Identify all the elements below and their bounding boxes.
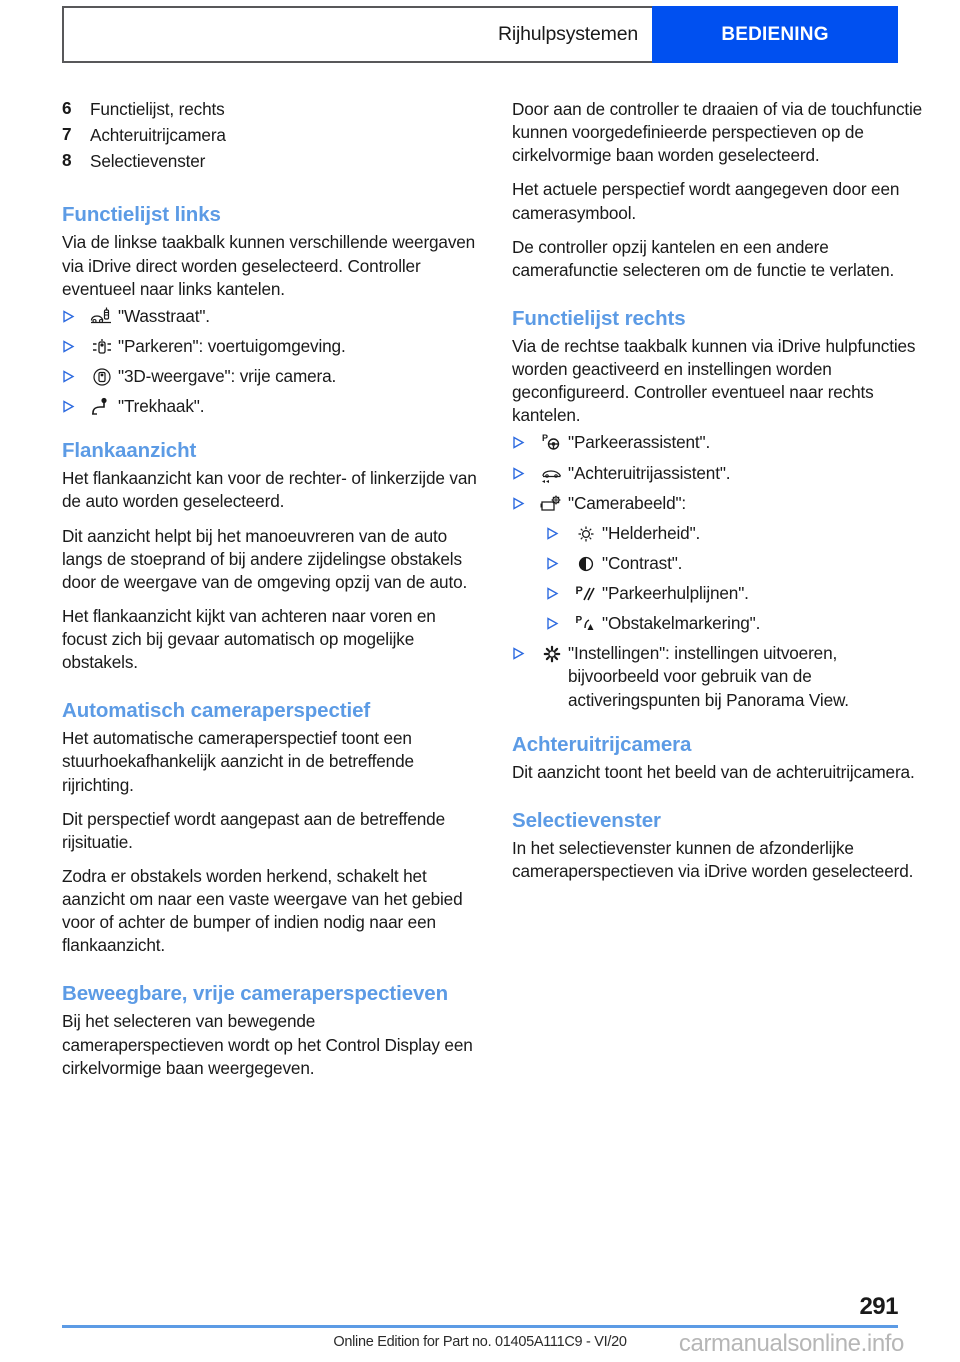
triangle-bullet-icon <box>512 462 536 480</box>
section-heading-flankaanzicht: Flankaanzicht <box>62 439 197 463</box>
section-heading-automatisch-cameraperspectief: Automatisch cameraperspectief <box>62 699 371 723</box>
header-chapter-title: Rijhulpsystemen <box>497 23 638 45</box>
watermark-text: carmanualsonline.info <box>678 1330 904 1357</box>
page-header <box>62 6 898 63</box>
paragraph: Het flankaanzicht kan voor de rechter- of linkerzijde van de auto worden geselecteerd. <box>62 468 477 512</box>
triangle-bullet-icon <box>546 522 570 540</box>
list-item-label: "Helderheid". <box>602 522 701 543</box>
3d-view-icon <box>86 365 118 387</box>
triangle-bullet-icon <box>512 642 536 660</box>
list-item <box>62 335 480 358</box>
legend-number: 6 <box>62 98 72 118</box>
spacer <box>62 176 480 202</box>
triangle-bullet-icon <box>546 612 570 630</box>
list-item <box>546 582 930 605</box>
svg-text:P: P <box>542 433 549 444</box>
legend-label: Functielijst, rechts <box>90 99 225 119</box>
list-item <box>62 98 480 121</box>
legend-label: Selectievenster <box>90 151 206 172</box>
camera-settings-icon <box>536 492 568 514</box>
legend-label: Achteruitrijcamera <box>90 125 226 146</box>
list-item <box>512 642 930 711</box>
triangle-bullet-icon <box>512 431 536 449</box>
list-item <box>546 612 930 635</box>
list-item <box>62 150 480 173</box>
paragraph: Zodra er obstakels worden herkend, schakelt het aanzicht om naar een vaste weergave van het gebied voor of achter de bumper of indien nodig naar een flankaanzicht. <box>62 865 463 956</box>
brightness-icon <box>570 522 602 544</box>
footer-edition-note: Online Edition for Part no. 01405A111C9 - VI/20 <box>333 1334 627 1350</box>
paragraph: In het selectievenster kunnen de afzonderlijke cameraperspectieven via iDrive worden geselecteerd. <box>512 837 914 881</box>
paragraph: Dit aanzicht helpt bij het manoeuvreren van de auto langs de stoeprand of bij andere zijdelingse obstakels door de weergave van de omgeving opzij van de auto. <box>62 525 468 592</box>
reversing-assistant-icon <box>536 462 568 484</box>
section-heading-functielijst-rechts: Functielijst rechts <box>512 306 686 330</box>
legend-number: 8 <box>62 150 72 171</box>
carwash-icon <box>86 305 118 327</box>
list-item-label: "Obstakelmarkering". <box>602 613 761 634</box>
header-chapter-box <box>62 6 652 63</box>
section-heading-functielijst-links: Functielijst links <box>62 203 221 227</box>
spacer <box>62 685 480 698</box>
list-item-label: "Trekhaak". <box>118 396 205 417</box>
functielijst-links-items <box>62 305 480 419</box>
paragraph: Via de linkse taakbalk kunnen verschillende weergaven via iDrive direct worden geselecteerd. Controller eventueel naar links kantelen. <box>62 232 476 299</box>
paragraph: Het flankaanzicht kijkt van achteren naar voren en focust zich bij gevaar automatisch op mogelijke obstakels. <box>62 605 436 673</box>
legend-list <box>62 98 480 173</box>
paragraph: Het actuele perspectief wordt aangegeven door een camerasymbool. <box>512 179 900 223</box>
paragraph: Het automatische cameraperspectief toont een stuurhoekafhankelijk aanzicht in de betreffende rijrichting. <box>62 728 414 795</box>
list-item-label: "Instellingen": instellingen uitvoeren, bijvoorbeeld voor gebruik van de activeringspunten bij Panorama View. <box>568 643 849 710</box>
section-heading-beweegbare-vrije-cameraperspectieven: Beweegbare, vrije cameraperspectieven <box>62 982 449 1006</box>
list-item-label: "Achteruitrijassistent". <box>568 462 731 483</box>
triangle-bullet-icon <box>546 582 570 600</box>
spacer <box>512 293 930 306</box>
list-item <box>62 305 480 328</box>
parking-guide-lines-icon <box>570 582 602 604</box>
section-heading-selectievenster: Selectievenster <box>512 808 661 832</box>
section-heading-achteruitrijcamera: Achteruitrijcamera <box>512 732 692 756</box>
right-column <box>512 98 930 894</box>
settings-gear-icon <box>536 642 568 664</box>
towbar-icon <box>86 395 118 417</box>
list-item-label: "Parkeerassistent". <box>568 432 711 453</box>
triangle-bullet-icon <box>62 335 86 353</box>
list-item <box>512 492 930 515</box>
list-item <box>512 462 930 485</box>
list-item-label: "3D-weergave": vrije camera. <box>118 366 337 386</box>
paragraph: Dit aanzicht toont het beeld van de achteruitrijcamera. <box>512 761 915 782</box>
spacer <box>512 719 930 732</box>
legend-number: 7 <box>62 124 72 145</box>
park-assistant-icon <box>536 431 568 453</box>
list-item <box>62 395 480 418</box>
obstacle-marking-icon <box>570 612 602 634</box>
footer-divider <box>62 1325 898 1328</box>
contrast-icon <box>570 552 602 574</box>
triangle-bullet-icon <box>546 552 570 570</box>
paragraph: Door aan de controller te draaien of via de touchfunctie kunnen voorgedefinieerde perspectieven op de cirkelvormige baan worden geselecteerd. <box>512 99 923 166</box>
functielijst-rechts-items <box>512 431 930 711</box>
triangle-bullet-icon <box>62 365 86 383</box>
triangle-bullet-icon <box>62 305 86 323</box>
paragraph: De controller opzij kantelen en een andere camerafunctie selecteren om de functie te verlaten. <box>512 236 895 280</box>
spacer <box>62 425 480 438</box>
list-item <box>512 431 930 454</box>
left-column <box>62 98 480 1091</box>
page-number: 291 <box>859 1293 898 1320</box>
spacer <box>62 968 480 981</box>
list-item-label: "Parkeren": voertuigomgeving. <box>118 335 346 356</box>
list-item <box>546 552 930 575</box>
list-item <box>62 124 480 147</box>
triangle-bullet-icon <box>512 492 536 510</box>
paragraph: Via de rechtse taakbalk kunnen via iDrive hulpfuncties worden geactiveerd en instellingen worden geconfigureerd. Controller eventueel naar rechts kantelen. <box>512 335 916 426</box>
spacer <box>512 795 930 808</box>
list-item-label: "Contrast". <box>602 552 683 573</box>
header-section-box <box>652 6 898 63</box>
list-item-label: "Camerabeeld": <box>568 492 687 513</box>
triangle-bullet-icon <box>62 395 86 413</box>
header-section-title: BEDIENING <box>721 23 829 45</box>
list-item <box>62 365 480 388</box>
svg-text:P: P <box>575 585 583 597</box>
paragraph: Bij het selecteren van bewegende cameraperspectieven wordt op het Control Display een cirkelvormige baan weergegeven. <box>62 1011 473 1078</box>
list-item-label: "Wasstraat". <box>118 305 210 326</box>
parking-surroundview-icon <box>86 335 118 357</box>
svg-text:P: P <box>575 615 583 627</box>
list-item-label: "Parkeerhulplijnen". <box>602 583 749 603</box>
paragraph: Dit perspectief wordt aangepast aan de betreffende rijsituatie. <box>62 808 445 852</box>
list-item <box>546 522 930 545</box>
